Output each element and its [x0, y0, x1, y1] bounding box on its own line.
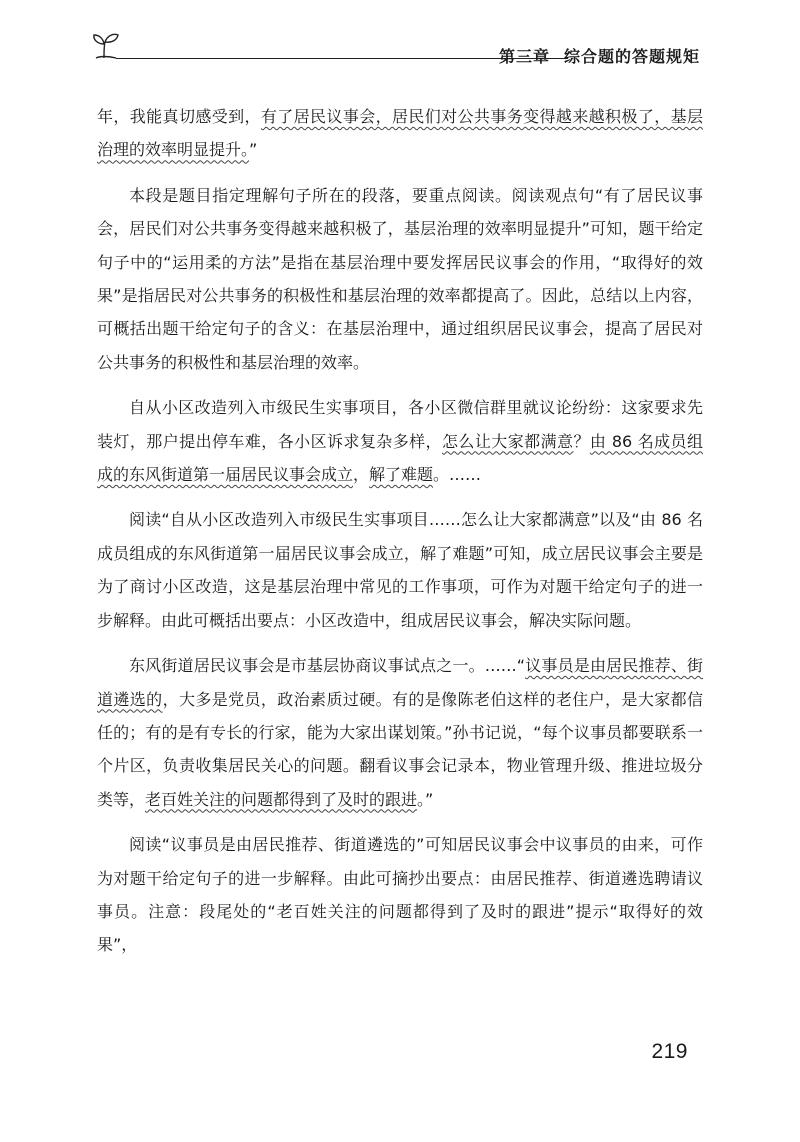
- text-run: ，: [353, 465, 370, 485]
- text-run: ，大多是党员，政治素质过硬。有的是像陈老伯这样的老住户，是大家都信任的；有的是有专长的行家，能为大家出谋划策。”孙书记说，“每个议事员都要联系一个片区，负责收集居民关心的问题。翻看议事会记录本，物业管理升级、推进垃圾分类等，: [97, 689, 703, 809]
- text-run: 自从小区改造列入市级民生实事项目，各小区微信群里就议论纷纷：这家要求先装灯，那户提出停车难，各小区诉求复杂多样，: [97, 398, 703, 451]
- text-run: 东风街道居民议事会是市基层协商议事试点之一。……“: [129, 656, 526, 676]
- header-text: [499, 44, 700, 67]
- text-run: 阅读“自从小区改造列入市级民生实事项目……怎么让大家都满意”以及“由 86 名成员组成的东风街道第一届居民议事会成立，解了难题”可知，成立居民议事会主要是为了商讨小区改造，这是基层治理中常见的工作事项，可作为对题干给定句子的进一步解释。由此可概括出要点：小区改造中，组成居民议事会，解决实际问题。: [97, 510, 703, 630]
- paragraph: [97, 100, 703, 167]
- running-header: [88, 28, 700, 68]
- text-run: ”: [249, 140, 258, 160]
- text-run: ？: [573, 431, 590, 451]
- body-text: [97, 100, 703, 962]
- text-run: 本段是题目指定理解句子所在的段落，要重点阅读。阅读观点句“有了居民议事会，居民们对公共事务变得越来越积极了，基层治理的效率明显提升”可知，题干给定句子中的“运用柔的方法”是指在基层治理中要发挥居民议事会的作用，“取得好的效果”是指居民对公共事务的积极性和基层治理的效率都提高了。因此，总结以上内容，可概括出题干给定句子的含义：在基层治理中，通过组织居民议事会，提高了居民对公共事务的积极性和基层治理的效率。: [97, 185, 703, 372]
- sprout-icon: [88, 28, 122, 62]
- text-run: 阅读“议事员是由居民推荐、街道遴选的”可知居民议事会中议事员的由来，可作为对题干给定句子的进一步解释。由此可摘抄出要点：由居民推荐、街道遴选聘请议事员。注意：段尾处的“老百姓关注的问题都得到了及时的跟进”提示“取得好的效果”，: [97, 835, 703, 955]
- text-run: 。……: [433, 465, 482, 485]
- paragraph: [97, 828, 703, 962]
- text-run: 。”: [417, 789, 434, 809]
- paragraph: [97, 179, 703, 379]
- underlined-phrase: 怎么让大家都满意: [442, 431, 574, 451]
- underlined-phrase: 议事员是由居民推荐、街道遴选的: [97, 656, 703, 709]
- chapter-label: 第三章: [498, 47, 550, 66]
- paragraph: [97, 391, 703, 491]
- underlined-phrase: 有了居民议事会，居民们对公共事务变得越来越积极了，基层治理的效率明显提升。: [97, 107, 703, 160]
- paragraph: [97, 503, 703, 637]
- page-number: 219: [651, 1040, 688, 1063]
- text-run: 年，我能真切感受到，: [97, 107, 261, 126]
- underlined-phrase: 老百姓关注的问题都得到了及时的跟进: [145, 789, 418, 809]
- underlined-phrase: 由 86 名成员组成的东风街道第一届居民议事会成立: [97, 431, 703, 485]
- section-title: 综合题的答题规矩: [563, 47, 700, 66]
- paragraph: [97, 649, 703, 816]
- underlined-phrase: 解了难题: [369, 465, 434, 485]
